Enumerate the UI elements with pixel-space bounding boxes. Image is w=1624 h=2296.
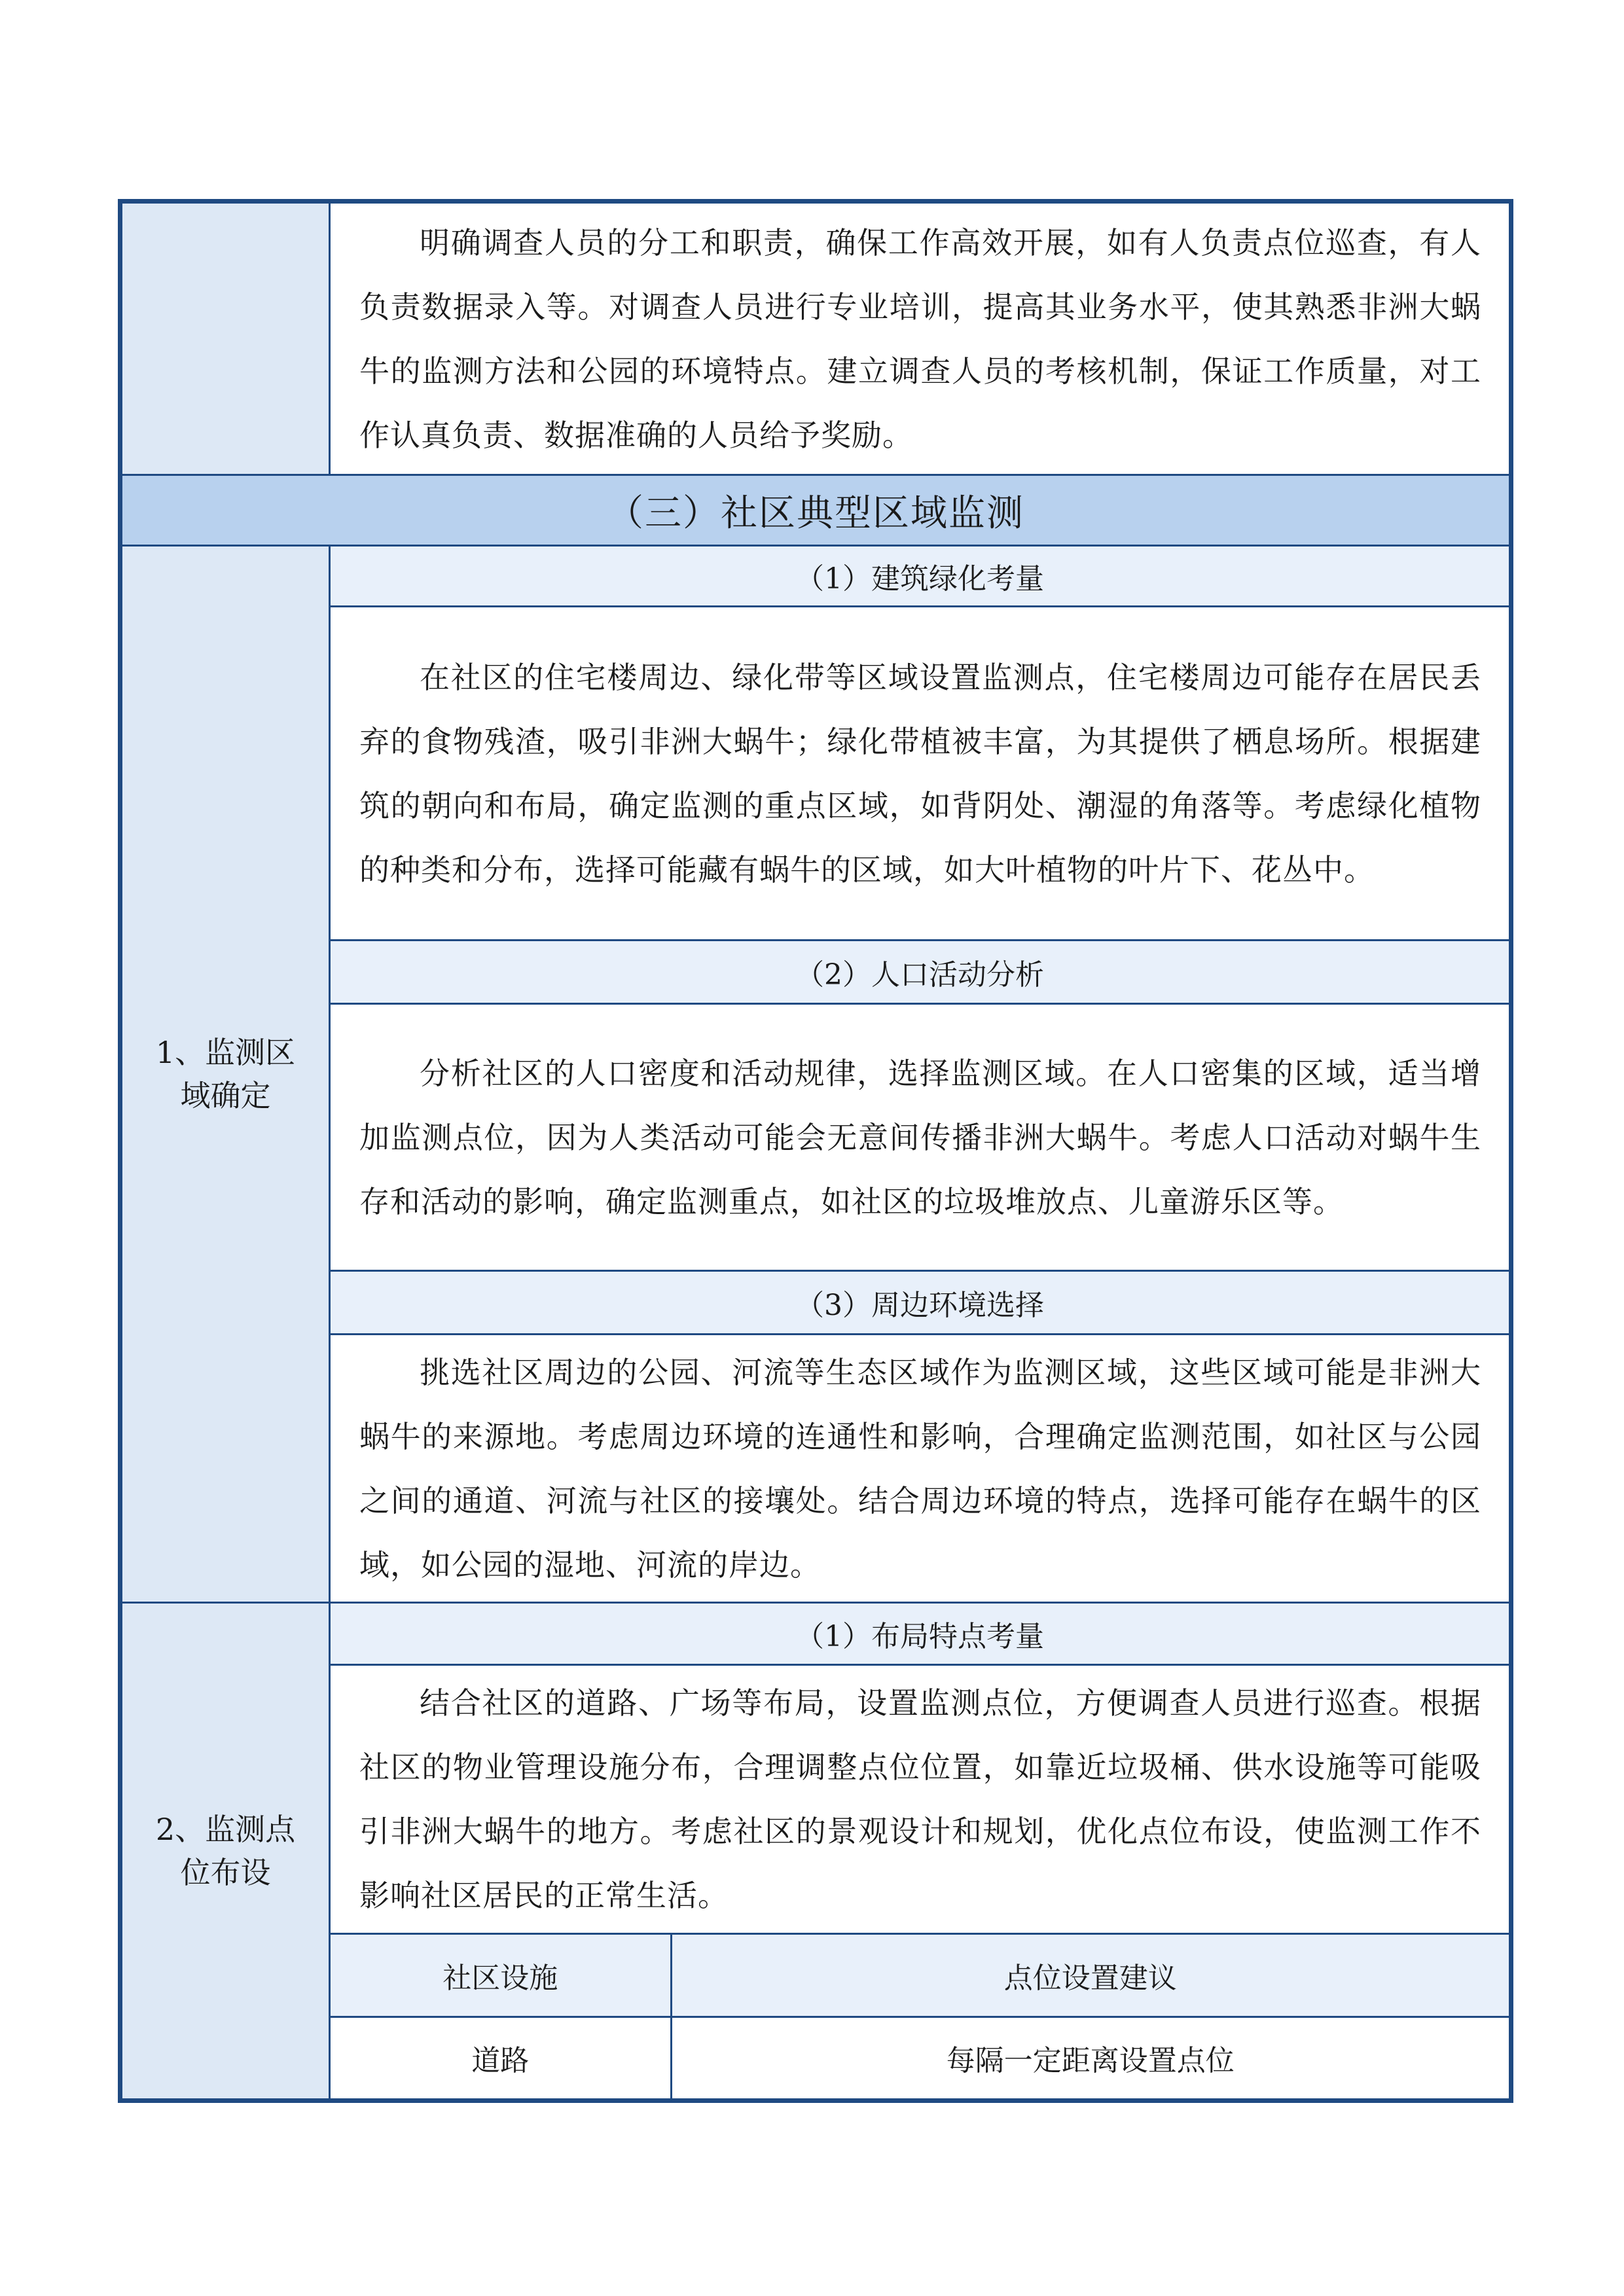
intro-row [120,202,1511,475]
group1-item2-heading: （2）人口活动分析 [330,941,1511,1004]
group2-label-line1: 2、监测点 [155,1812,296,1847]
facility-table-header-row [331,1935,1509,2017]
group2-row-heading [120,1603,1511,1665]
section-title: （三）社区典型区域监测 [120,475,1511,546]
facility-cell-road-suggestion: 每隔一定距离设置点位 [946,2044,1235,2078]
intro-paragraph: 明确调查人员的分工和职责，确保工作高效开展，如有人负责点位巡查，有人负责数据录入等。对调查人员进行专业培训，提高其业务水平，使其熟悉非洲大蜗牛的监测方法和公园的环境特点。建立调查人员的考核机制，保证工作质量，对工作认真负责、数据准确的人员给予奖励。 [330,202,1511,475]
group1-item1-text: 在社区的住宅楼周边、绿化带等区域设置监测点，住宅楼周边可能存在居民丢弃的食物残渣，吸引非洲大蜗牛；绿化带植被丰富，为其提供了栖息场所。根据建筑的朝向和布局，确定监测的重点区域，如背阴处、潮湿的角落等。考虑绿化植物的种类和分布，选择可能藏有蜗牛的区域，如大叶植物的叶片下、花丛中。 [330,607,1511,941]
group2-label [120,1603,330,2101]
group2-item-text: 结合社区的道路、广场等布局，设置监测点位，方便调查人员进行巡查。根据社区的物业管理设施分布，合理调整点位位置，如靠近垃圾桶、供水设施等可能吸引非洲大蜗牛的地方。考虑社区的景观设计和规划，优化点位布设，使监测工作不影响社区居民的正常生活。 [330,1665,1511,1934]
facility-header-facility: 社区设施 [331,1935,671,2017]
facility-table [331,1935,1509,2098]
facility-cell-road: 道路 [331,2017,671,2098]
group1-label-line2: 域确定 [180,1078,271,1113]
facility-table-cell [330,1934,1511,2101]
group1-row-heading1 [120,546,1511,607]
intro-left-cell [120,202,330,475]
group1-label [120,546,330,1603]
group2-label-line2: 位布设 [180,1855,271,1890]
group2-item-heading: （1）布局特点考量 [330,1603,1511,1665]
facility-header-suggestion: 点位设置建议 [671,1935,1509,2017]
group1-item2-text: 分析社区的人口密度和活动规律，选择监测区域。在人口密集的区域，适当增加监测点位，因为人类活动可能会无意间传播非洲大蜗牛。考虑人口活动对蜗牛生存和活动的影响，确定监测重点，如社区的垃圾堆放点、儿童游乐区等。 [330,1004,1511,1271]
group1-item1-heading: （1）建筑绿化考量 [330,546,1511,607]
section-title-row [120,475,1511,546]
table-row [331,2017,1509,2098]
group1-label-line1: 1、监测区 [155,1035,296,1070]
document-table [118,199,1513,2103]
group1-item3-text: 挑选社区周边的公园、河流等生态区域作为监测区域，这些区域可能是非洲大蜗牛的来源地。考虑周边环境的连通性和影响，合理确定监测范围，如社区与公园之间的通道、河流与社区的接壤处。结合周边环境的特点，选择可能存在蜗牛的区域，如公园的湿地、河流的岸边。 [330,1335,1511,1603]
group1-item3-heading: （3）周边环境选择 [330,1271,1511,1335]
